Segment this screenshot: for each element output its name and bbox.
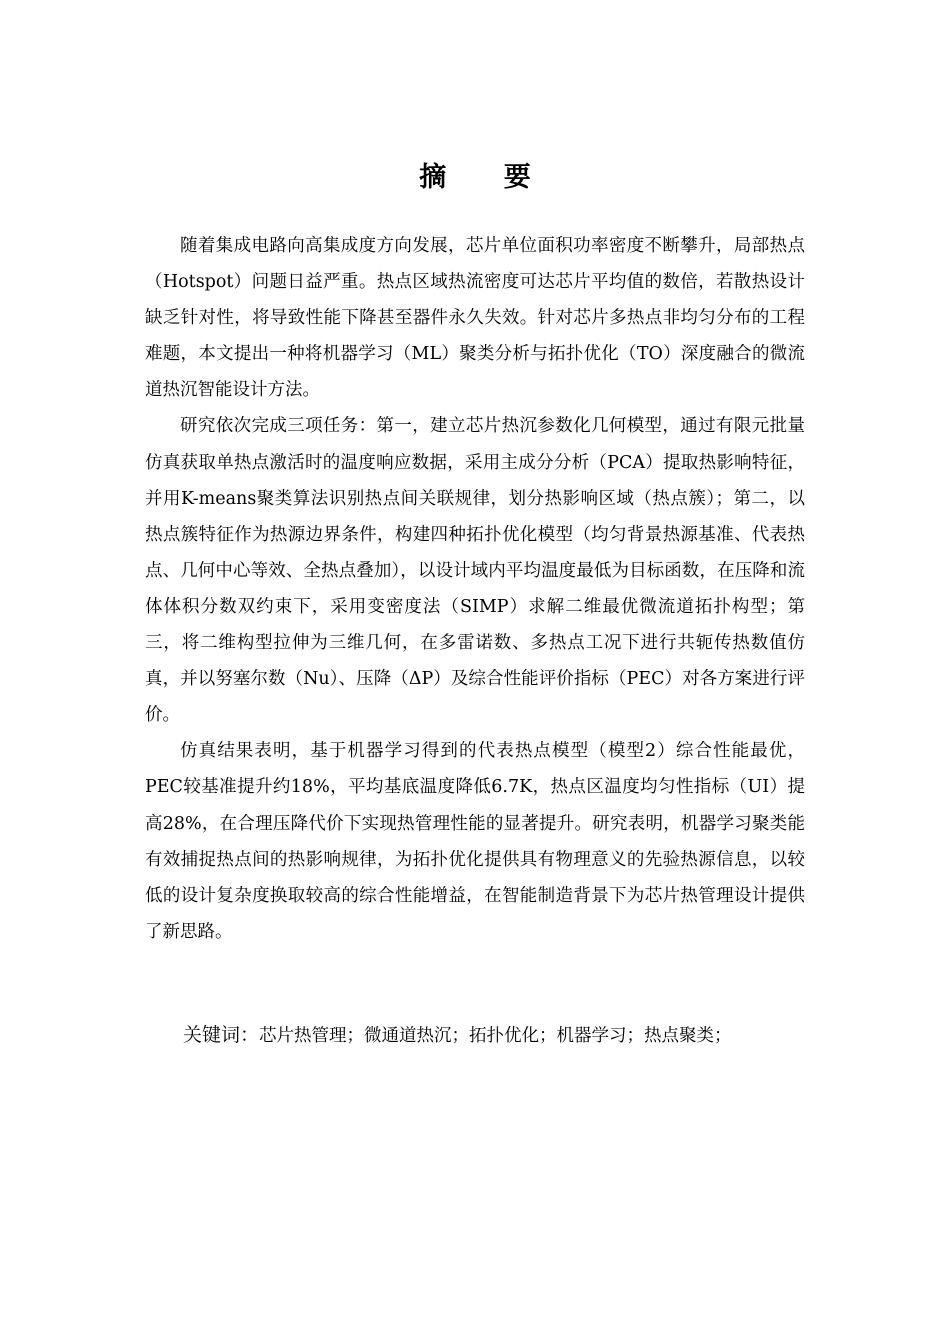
- keywords-line: [183, 1017, 823, 1054]
- keywords-text: 芯片热管理；微通道热沉；拓扑优化；机器学习；热点聚类；: [259, 1026, 732, 1046]
- abstract-paragraph-3: 仿真结果表明，基于机器学习得到的代表热点模型（模型2）综合性能最优，PEC较基准提升约18%，平均基底温度降低6.7K，热点区温度均匀性指标（UI）提高28%，在合理压降代价下实现热管理性能的显著提升。研究表明，机器学习聚类能有效捕捉热点间的热影响规律，为拓扑优化提供具有物理意义的先验热源信息，以较低的设计复杂度换取较高的综合性能增益，在智能制造背景下为芯片热管理设计提供了新思路。: [145, 741, 805, 942]
- abstract-paragraph-1: 随着集成电路向高集成度方向发展，芯片单位面积功率密度不断攀升，局部热点（Hotspot）问题日益严重。热点区域热流密度可达芯片平均值的数倍，若散热设计缺乏针对性，将导致性能下降甚至器件永久失效。针对芯片多热点非均匀分布的工程难题，本文提出一种将机器学习（ML）聚类分析与拓扑优化（TO）深度融合的微流道热沉智能设计方法。: [145, 236, 805, 401]
- abstract-body: [145, 228, 805, 950]
- abstract-paragraph-2: 研究依次完成三项任务：第一，建立芯片热沉参数化几何模型，通过有限元批量仿真获取单热点激活时的温度响应数据，采用主成分分析（PCA）提取热影响特征，并用K-means聚类算法识别热点间关联规律，划分热影响区域（热点簇）；第二，以热点簇特征作为热源边界条件，构建四种拓扑优化模型（均匀背景热源基准、代表热点、几何中心等效、全热点叠加），以设计域内平均温度最低为目标函数，在压降和流体体积分数双约束下，采用变密度法（SIMP）求解二维最优微流道拓扑构型；第三，将二维构型拉伸为三维几何，在多雷诺数、多热点工况下进行共轭传热数值仿真，并以努塞尔数（Nu）、压降（ΔP）及综合性能评价指标（PEC）对各方案进行评价。: [145, 416, 805, 726]
- abstract-title: 摘 要: [419, 162, 555, 193]
- keywords-label: 关键词：: [183, 1024, 260, 1046]
